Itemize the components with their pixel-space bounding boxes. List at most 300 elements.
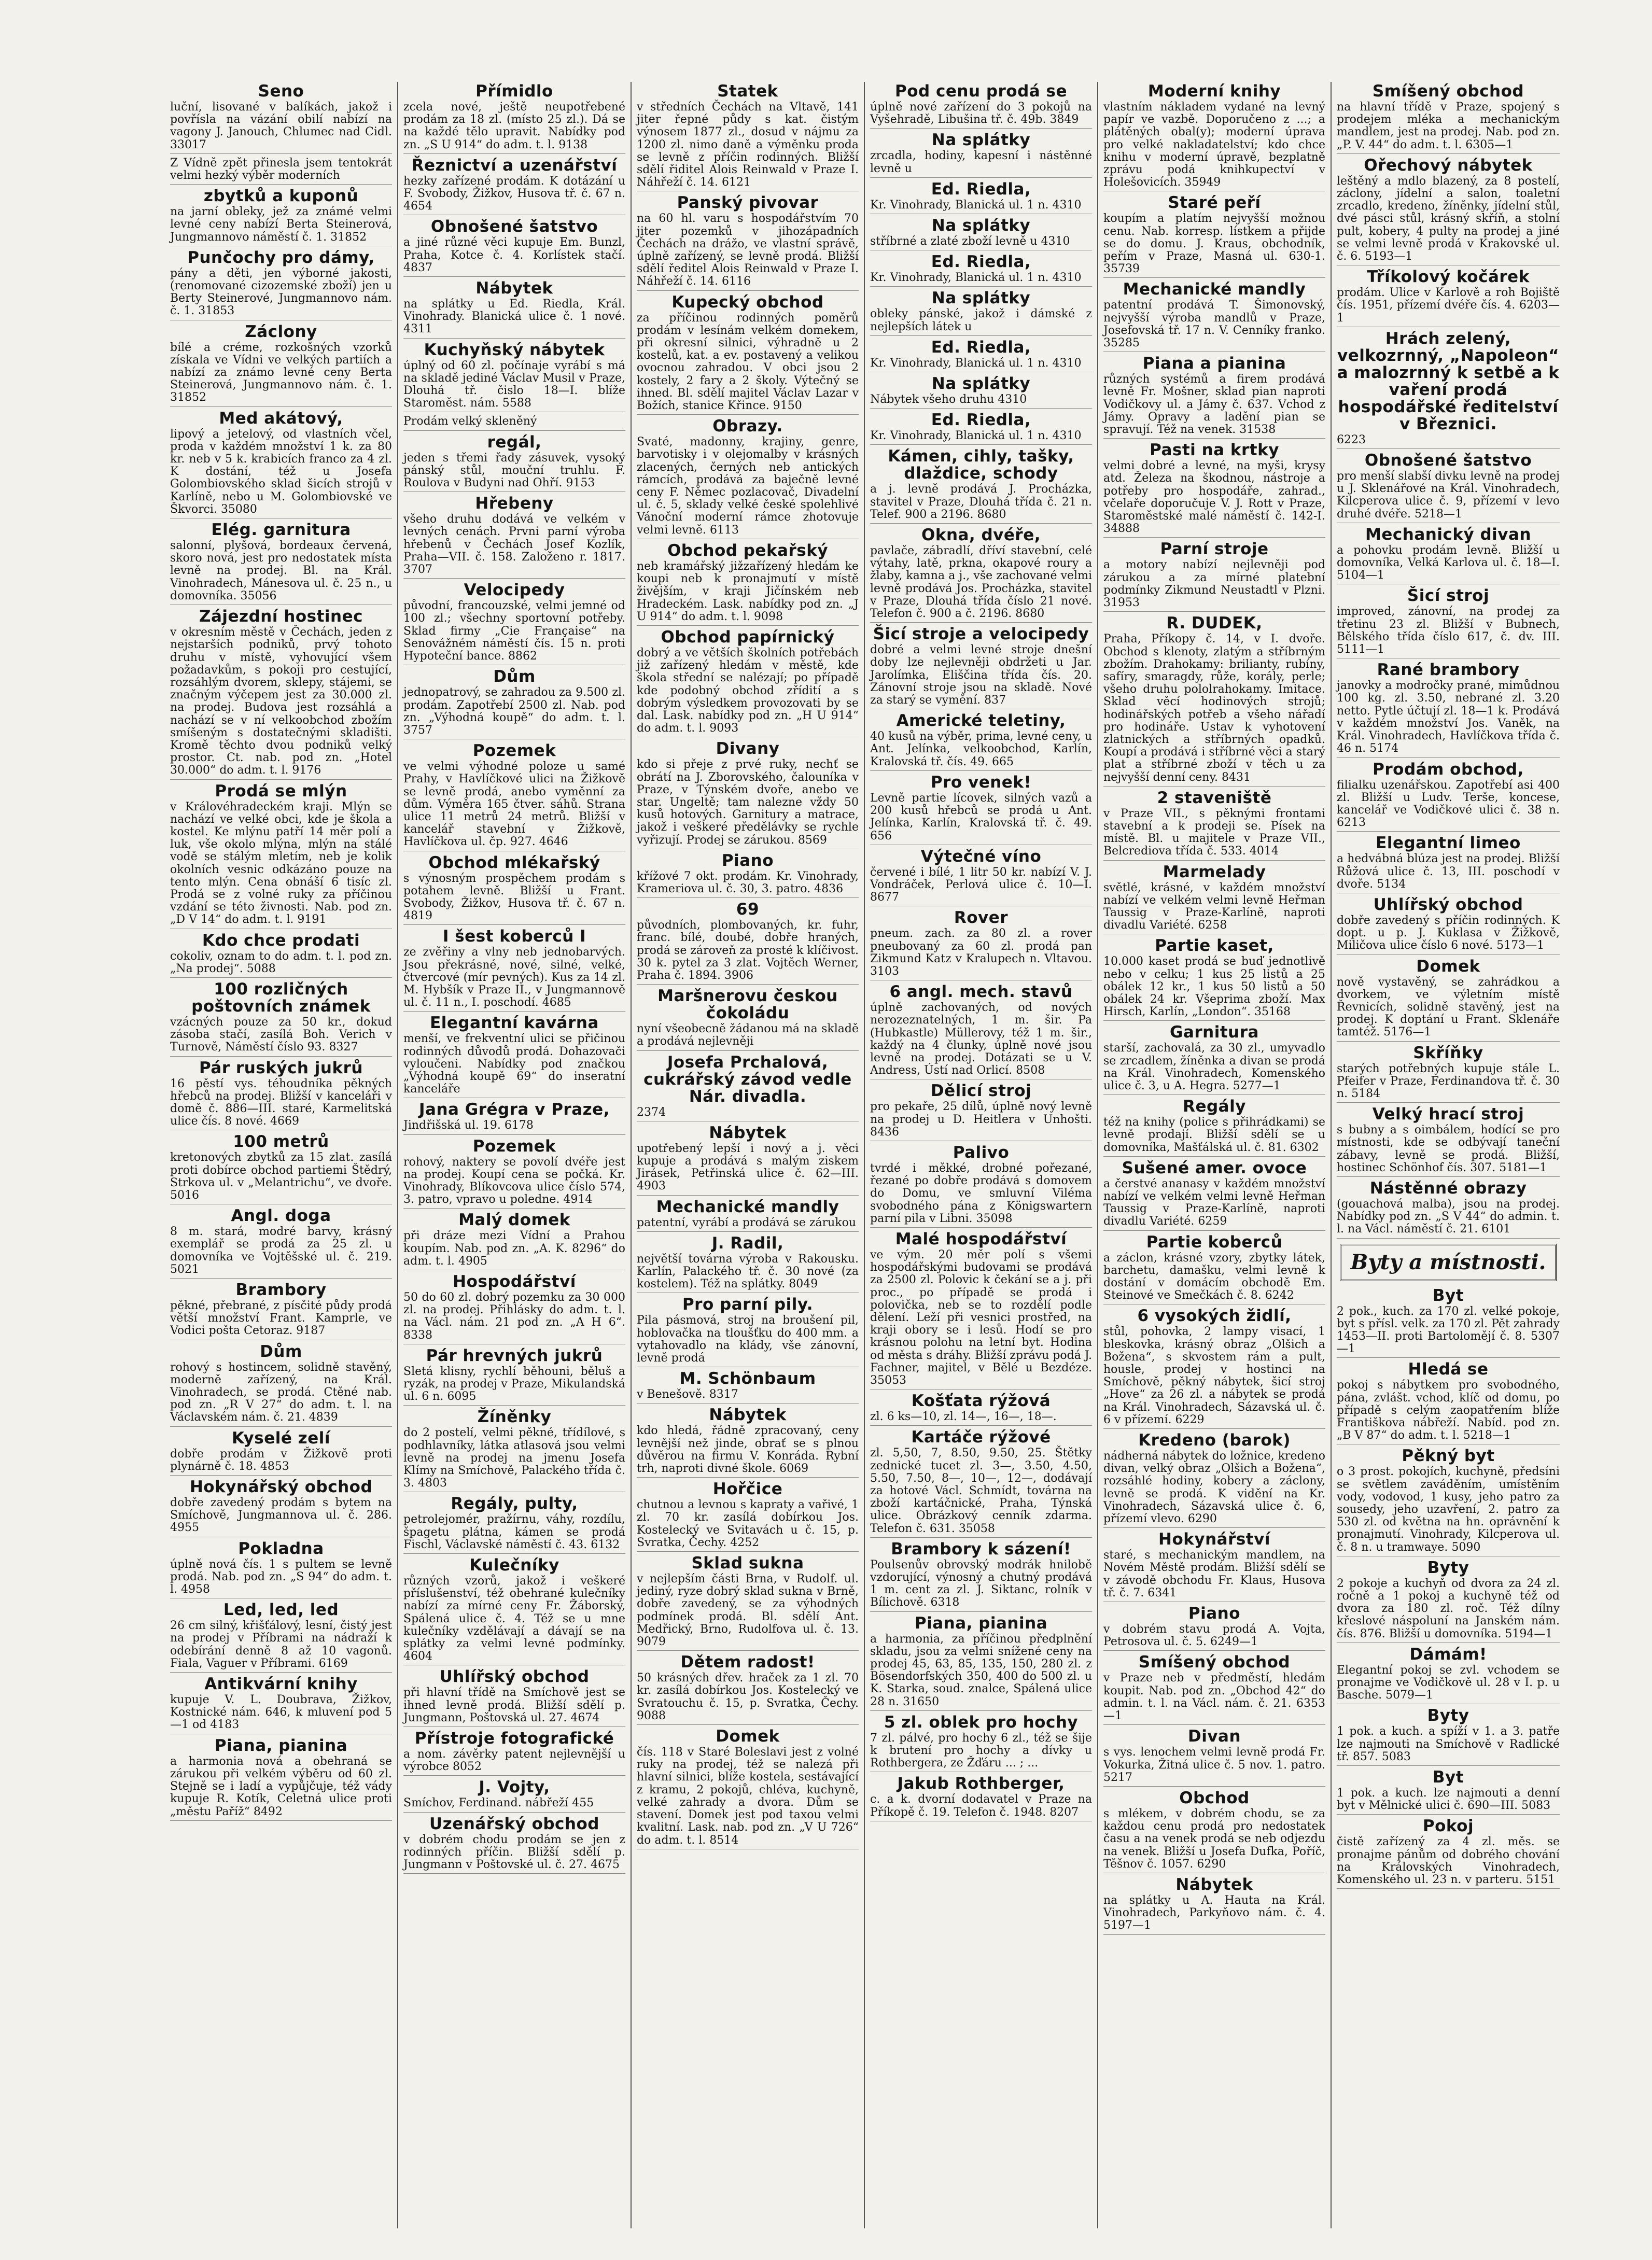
ad-body: Z Vídně zpět přinesla jsem tentokrát velmi hezký výběr moderních [170,156,392,183]
ad-heading: Hospodářství [453,1272,576,1291]
ad-body: hezky zařízené prodám. K dotázání u F. Svobody, Žižkov, Husova tř. č. 67 n. 4654 [403,174,625,213]
ad-heading: Na splátky [931,131,1031,150]
ad-heading: Pokoj [1422,1817,1474,1836]
ad-body: Kr. Vinohrady, Blanická ul. 1 n. 4310 [870,429,1082,443]
ad-body: na splátky u A. Hauta na Král. Vinohradech, Parkyňovo nám. č. 4. 5197—1 [1103,1893,1325,1932]
classified-ad [870,1714,1092,1773]
ad-heading: Partie kaset, [1155,936,1274,956]
ad-heading: Seno [258,82,304,101]
ad-heading: Elég. garnitura [211,521,351,540]
ad-heading: Uzenářský obchod [429,1814,599,1833]
classified-ad [637,1125,859,1196]
classified-ad [1103,790,1325,861]
classified-ad [1103,355,1325,439]
classified-ad [1337,269,1560,327]
ad-heading: Kredeno (barok) [1138,1431,1291,1450]
ad-body: ve velmi výhodné poloze u samé Prahy, v Havlíčkové ulici na Žižkově se levně prodá, anebo vyměnní za dům. Výměra 165 čtver. sáhů. Strana ulice 11 metrů 24 metrů. Bližší v kancelář stavební v Žižkově, Havlíčkova ul. čp. 927. 4646 [403,760,625,849]
ad-heading: Prodá se mlýn [215,781,347,801]
ad-body: dobře zavedený prodám s bytem na Smíchově, Jungmannova ul. č. 286. 4955 [170,1496,392,1535]
ad-body: patentní prodává T. Šimonovský, nejvyšší výroba mandlů v Praze, Josefovská tř. 17 n. V. Cenníky franko. 35285 [1103,299,1325,350]
classified-ad [1103,281,1325,352]
classified-ad [1337,587,1560,658]
classified-ad [170,410,392,518]
ad-heading: Dělicí stroj [930,1082,1032,1101]
ad-body: vzácných pouze za 50 kr., dokud zásoba stačí, zasílá Boh. Verich v Turnově, Náměstí číslo 93. 8327 [170,1015,392,1054]
classified-ad [403,1779,625,1812]
classified-ad [403,1668,625,1727]
ad-heading: Palivo [953,1143,1010,1162]
ad-body: petrolejomér, pražírnu, váhy, rozdílu, špagetu plátna, kámen se prodá Fischl, Václavské náměstí č. 43. 6132 [403,1513,625,1551]
ad-heading: Kulečníky [469,1556,559,1575]
ad-heading: Statek [717,82,778,101]
ad-body: kdo si přeje z prvé ruky, nechť se obrátí na J. Zborovského, čalouníka v Praze, v Týnském dvoře, anebo ve star. Ungeltě; tam nalezne vždy 50 kusů hotových. Garnitury a matrace, jakož i veškeré předělávky se rychle vyřizují. Prodej se zárukou. 8569 [637,758,859,847]
classified-ad [870,1615,1092,1711]
classified-ad [403,1495,625,1554]
classified-ad [403,582,625,665]
ad-body: a čerstvé ananasy v každém množství nabízí ve velkém velmi levně Heřman Taussig v Praze-Karlíně, naproti divadlu Variété. 6259 [1103,1177,1325,1228]
classified-ad [870,83,1092,129]
classified-ad [170,783,392,929]
classified-ad [637,194,859,290]
ad-body: původních, plombovaných, kr. fuhr, franc. bílé, doubé, dobře hraných, prodá se zároveň za prosté k klíčivost. 30 k. pytel za 3 zlat. Vojtěch Werner, Praha č. 1894. 3906 [637,919,859,982]
ad-heading: Hrách zelený, velkozrnný, „Napoleon“ a malozrnný k setbě a k vaření prodá hospodářské ředitelství v Březnici. [1337,329,1560,433]
ad-body: v dobrém chodu prodám se jen z rodinných příčin. Bližší sdělí p. Jungmann v Poštovské ul. č. 27. 4675 [403,1833,625,1872]
ad-body: prodám. Ulice v Karlově a roh Bojiště čís. 1951, přízemí dvéře čís. 4. 6203—1 [1337,286,1560,325]
classified-ad [870,1144,1092,1228]
ad-body: stůl, pohovka, 2 lampy visací, 1 bleskovka, krásný obraz „Olšich a Božena“, s skvostem rám a pult, housle, prodej v hostinci na Smíchově, pěkný nábytek, šicí stroj „Hove“ za 26 zl. a nábytek se prodá na Král. Vinohradech, Sázavská ul. č. 6 v přízemí. 6229 [1103,1325,1325,1426]
ad-body: cokoliv, oznam to do adm. t. l. pod zn. „Na prodej“. 5088 [170,949,392,975]
ad-heading: Elegantní kavárna [430,1014,599,1033]
ad-heading: Řeznictví a uzenářství [411,156,618,175]
ad-heading: Nábytek [709,1123,787,1142]
ad-body: nyní všeobecně žádanou má na skladě a prodává nejlevněji [637,1022,859,1048]
ad-body: filialku uzenářskou. Zapotřebí asi 400 zl. Bližší u Ludv. Terše, koncese, kancelář ve Vodičkové ulici č. 38 n. 6213 [1337,778,1560,830]
ad-body: 2 pok., kuch. za 170 zl. velké pokoje, byt s přísl. velk. za 170 zl. Pět zahrady 1453—II. proti Bartolomějí č. 8. 5307—1 [1337,1304,1560,1356]
classified-ad [637,740,859,849]
ad-body: ve vým. 20 měr polí s všemi hospodářskými budovami se prodává za 2500 zl. Polovic k čekání se a j. při proc., po případě se prodá i polovička, neb se to rozdělí podle dělení. Leží při vesnici prostřed, na kraji obory se i lesů. Hodí se pro krásnou polohu na letní byt. Hodina od města s dráhy. Bližší zprávu podá J. Fachner, majitel, v Bělé u Bezdéze. 35053 [870,1248,1092,1387]
ad-heading: R. DUDEK, [1166,614,1263,633]
ad-heading: Mechanické mandly [1123,280,1306,299]
classified-ad [403,1101,625,1134]
ad-body: při hlavní třídě na Smíchově jest se ihned levně prodá. Bližší sdělí p. Jungmann, Poštovská ul. 27. 4674 [403,1686,625,1724]
ad-body: s mlékem, v dobrém chodu, se za každou cenu prodá pro nedostatek času a na venek prodá se neb odjezdu na venek. Bližší u Josefa Dufka, Poříč, Těšnov č. 1057. 6290 [1103,1807,1325,1871]
ad-body: a pohovku prodám levně. Bližší u domovníka, Velká Karlova ul. č. 18—I. 5104—1 [1337,543,1560,582]
column-5 [1098,82,1332,2228]
classified-ad [170,1208,392,1279]
classified-ad [637,901,859,985]
ad-body: Sletá klisny, rychlí běhouni, běluš a ryzák, na prodej v Praze, Mikulandská ul. 6 n. 6095 [403,1365,625,1403]
ad-body: ze zvěřiny a vlny neb jednobarvých. Jsou překrásné, nové, silné, velké, čtvercové (mír pevných). Kus za 14 zl. M. Hybšík v Praze II., v Jungmannově ul. č. 11 n., I. poschodí. 4685 [403,946,625,1009]
classified-ad [637,629,859,737]
ad-heading: 2 staveniště [1157,788,1272,807]
ad-body: čís. 118 v Staré Boleslavi jest z volné ruky na prodej, též se nalezá při hlavní silnici, blíže kostela, sestávající z kramu, 2 pokojů, chléva, kuchyně, velké zahrady a dvora. Dům se stavení. Domek jest pod taxou velmi kvalitní. Lask. nab. pod zn. „V U 726“ do adm. t. l. 8514 [637,1746,859,1847]
classified-ad [1103,615,1325,786]
ad-heading: Piana a pianina [1142,354,1286,373]
ad-heading: Pod cenu prodá se [895,82,1067,101]
ad-body: dobře zavedený s příčin rodinných. K dopt. u p. J. Kuklasa v Žižkově, Miličova ulice číslo 6 nové. 5173—1 [1337,914,1560,952]
ad-heading: Smíšený obchod [1372,82,1524,101]
classified-ad [170,157,392,185]
ad-body: upotřebený lepší i nový a j. věci kupuje a prodává s malým ziskem Jirásek, Petřinská ulice č. 62—III. 4903 [637,1142,859,1193]
column-4 [865,82,1098,2228]
ad-body: pneum. zach. za 80 zl. a rover pneubovaný za 60 zl. prodá pan Zikmund Katz v Kralupech n. Vltavou. 3103 [870,927,1092,978]
classified-ad [403,415,625,430]
ad-heading: Byt [1432,1286,1464,1305]
classified-ad [637,83,859,191]
ad-heading: Na splátky [931,289,1031,308]
ad-heading: Pro parní pily. [682,1295,814,1314]
ad-heading: 69 [736,900,760,919]
ad-body: zrcadla, hodiny, kapesní i nástěnné levně u [870,149,1092,175]
ad-heading: Ed. Riedla, [931,179,1031,199]
ad-body: Pila pásmová, stroj na broušení pil, hoblovačka na tloušťku do 400 mm. a vytahovadlo na klády, vše zánovní, levně prodá [637,1314,859,1365]
ad-body: (gouachová malba), jsou na prodej. Nabídky pod zn. „S V 44“ do admin. t. l. na Václ. náměstí č. 21. 6101 [1337,1197,1560,1236]
ad-heading: Na splátky [931,216,1031,235]
classified-ad [1337,1769,1560,1815]
ad-heading: Piana, pianina [214,1736,348,1755]
ad-heading: Na splátky [931,374,1031,394]
classified-ad [170,522,392,605]
ad-body: Levně partie lícovek, silných vazů a 200 kusů hřebců se prodá u Ant. Jelínka, Karlín, Kralovská tř. č. 49. 656 [870,791,1092,843]
ad-heading: Okna, dvéře, [921,526,1041,545]
classified-ad [1337,1180,1560,1239]
ad-body: pány a děti, jen výborné jakosti, (renomované cizozemské zboží) jen u Berty Steinerové, Jungmannovo nám. č. 1. 31853 [170,266,392,318]
ad-heading: Mechanické mandly [656,1197,839,1216]
ad-heading: Parní stroje [1160,540,1269,559]
ad-body: v okresním městě v Čechách, jeden z nejstarších podniků, prvý tohoto druhu v místě, vyhovující všem požadavkům, s pokoji pro cestující, rozsáhlým dvorem, sklepy, stájemi, se značným výčepem jest za 30.000 zl. na prodej. Budova jest rozsáhlá a nachází se v ní velkoobchod zbožím smíšeným s dostatečnými skladišti. Kromě těchto dvou podniků velký prostor. Ct. nab. pod zn. „Hotel 30.000“ do adm. t. l. 9176 [170,626,392,777]
ad-heading: Pěkný byt [1402,1447,1495,1466]
classified-ad [1337,662,1560,757]
ad-body: a harmonia nová a obehraná se zárukou při velkém výběru od 60 zl. Stejně se i ladí a vypůjčuje, též vády kupuje R. Kotík, Celetná ulice proti „městu Paříž“ 8492 [170,1754,392,1818]
ad-body: nově vystavěný, se zahrádkou a dvorkem, ve výletním místě Řevnicích, solidně stavěný, jest na prodej. K doptání u Frant. Sklenáře tamtéž. 5176—1 [1337,975,1560,1039]
ad-body: s výnosným prospěchem prodám s potahem levně. Bližší u Frant. Svobody, Žižkov, Husova tř. č. 67 n. 4819 [403,872,625,923]
ad-heading: Brambory k sázení! [891,1539,1071,1559]
classified-ad [403,1273,625,1344]
ad-heading: Jakub Rothberger, [897,1774,1065,1793]
classified-ad [403,742,625,851]
ad-body: Kr. Vinohrady, Blanická ul. 1 n. 4310 [870,356,1082,370]
ad-heading: Piano [1188,1604,1241,1623]
ad-body: s vys. lenochem velmi levně prodá Fr. Vokurka, Žitná ulice č. 5 nov. 1. patro. 5217 [1103,1746,1325,1784]
column-3 [632,82,865,2228]
classified-ad [1103,1234,1325,1305]
ad-heading: Elegantní limeo [1376,834,1521,853]
classified-ad [1103,1160,1325,1231]
ad-heading: Smíšený obchod [1138,1653,1291,1672]
ad-heading: Záclony [245,322,317,341]
ad-body: 8 m. stará, modré barvy, krásný exemplář se prodá za 25 zl. u domovníka ve Vojtěšské ul. č. 219. 5021 [170,1225,392,1276]
classified-ad [1103,541,1325,612]
classified-ad [170,1676,392,1734]
ad-body: 50 krásných dřev. hraček za 1 zl. 70 kr. zasílá dobírkou Jos. Kostelecký ve Svratouchu č. 15, p. Svratka, Čechy. 9088 [637,1672,859,1722]
ad-heading: Jana Grégra v Praze, [419,1100,610,1119]
classified-ad [870,1541,1092,1612]
classified-ad [870,412,1092,445]
classified-ad [403,854,625,925]
ad-heading: Pozemek [472,741,556,761]
classified-ad [170,1133,392,1204]
ad-heading: Maršnerovu českou čokoládu [657,987,838,1023]
ad-heading: Hokynářství [1158,1530,1270,1549]
ad-body: na jarní obleky, jež za známé velmi levné ceny nabízí Berta Steinerová, Jungmannovo náměstí č. 1. 31852 [170,205,392,244]
ad-heading: Hokynářský obchod [189,1478,373,1497]
ad-body: 16 pěstí vys. téhoudníka pěkných hřebců na prodej. Bližší v kanceláři v domě č. 886—III. staré, Karmelitská ulice čís. 8 nové. 4669 [170,1077,392,1128]
ad-body: kupuje V. L. Doubrava, Žižkov, Kostnické nám. 646, k mluvení pod 5—1 od 4183 [170,1693,392,1732]
ad-heading: Antikvární knihy [204,1675,358,1694]
ad-heading: Přístroje fotografické [414,1729,614,1748]
classified-ad [637,1199,859,1232]
classified-ad [170,188,392,246]
ad-heading: Pasti na krtky [1150,441,1279,460]
ad-heading: Regály, pulty, [451,1494,578,1513]
classified-ad [403,1347,625,1406]
ad-heading: Byt [1432,1768,1464,1787]
ad-body: jednopatrový, se zahradou za 9.500 zl. prodám. Zapotřebí 2500 zl. Nab. pod zn. „Výhodná koupě“ do adm. t. l. 3757 [403,686,625,737]
ad-heading: Obrazy. [712,417,783,436]
ad-body: menší, ve frekventní ulici se přičinou rodinných důvodů prodá. Dohazovači vyloučeni. Nabídky pod značkou „Výhodná koupě 69“ do inseratní kanceláře [403,1032,625,1096]
classified-ad [1103,1876,1325,1935]
ad-body: pokoj s nábytkem pro svobodného, pána, zvlášt. vchod, klíč od domu, po případě s celým zaopatřením blíže Františkova nábřeží. Nabíd. pod zn. „B V 87“ do adm. t. l. 5218—1 [1337,1379,1560,1442]
classified-ad [1337,330,1560,449]
ad-body: a j. levně prodává J. Procházka, stavitel v Praze, Dlouhá třída č. 21 n. Telef. 900 a 2196. 8680 [870,483,1092,521]
ad-body: úplně nová čís. 1 s pultem se levně prodá. Nab. pod zn. „S 94“ do adm. t. l. 4958 [170,1557,392,1596]
classified-ad [870,984,1092,1079]
classified-ad [870,448,1092,524]
ad-body: v nejlepším části Brna, v Rudolf. ul. jediný, ryze dobrý sklad sukna v Brně, dobře zavedený, se za výhodných podmínek prodá. Bl. sdělí Ant. Medřický, Brno, Rudolfova ul. č. 13. 9079 [637,1573,859,1649]
classified-ad [870,1775,1092,1821]
ad-heading: Brambory [235,1281,327,1300]
ad-heading: Panský pivovar [677,193,819,213]
ad-heading: Tříkolový kočárek [1367,268,1530,287]
ad-heading: Pár hrevných jukrů [426,1346,603,1365]
ad-heading: Sušené amer. ovoce [1122,1158,1307,1177]
classified-ad [870,1429,1092,1537]
ad-heading: Šicí stroje a velocipedy [873,625,1089,644]
ad-body: a harmonia, za příčinou předplnění skladu, jsou za velmi snížené ceny na prodej 45, 63, 85, 135, 150, 280 zl. z Bösendorfských 350, 400 do 500 zl. u K. Starka, soud. znalce, Spálená ulice 28 n. 31650 [870,1632,1092,1708]
ad-body: patentní, vyrábí a prodává se zárukou [637,1216,856,1229]
classified-ad [1103,864,1325,935]
ad-body: 7 zl. pálvé, pro hochy 6 zl., též se šije k brutení pro hochy a dívky u Rothbergera, ze Žďáru ... ; ... [870,1731,1092,1770]
ad-body: největší továrna výroba v Rakousku. Karlín, Palackého tř. č. 30 nové (za kostelem). Též na splátky. 8049 [637,1252,859,1291]
ad-body: 1 pok. a kuch. a spíží v 1. a 3. patře lze najmouti na Smíchově v Radlické tř. 857. 5083 [1337,1725,1560,1763]
ad-heading: Nábytek [709,1406,787,1425]
ad-heading: Prodám obchod, [1373,760,1524,779]
ad-heading: 5 zl. oblek pro hochy [884,1712,1079,1732]
ad-body: improved, zánovní, na prodej za třetinu 23 zl. Bližší v Bubnech, Bělského třída číslo 617, č. dv. III. 5111—1 [1337,605,1560,656]
ad-body: 2374 [637,1105,666,1119]
ad-heading: Šicí stroj [1407,586,1490,606]
ad-heading: Pozemek [472,1136,556,1156]
ad-body: lipový a jetelový, od vlastních včel, proda v každém množství 1 k. za 80 kr. neb v 5 k. krabicích franco za 4 zl. K dostání, též u Josefa Golombiovského sklad šicích strojů v Karlíně, nebo u M. Golombiovské ve Škvorci. 35080 [170,427,392,516]
ad-body: leštěný a mdlo blazený, za 8 postelí, záclony, jídelní a salon, toaletní zrcadlo, kredeno, žíněnky, jídelní stůl, dvé pásci stůl, krásný skříň, a stolní pult, kobery, 4 pulty na prodej a jiné se velmi levně prodá v Krakovské ul. č. 6. 5193—1 [1337,174,1560,263]
classified-ad [1103,1605,1325,1651]
ad-heading: Nábytek [475,279,553,298]
ad-body: křížové 7 okt. prodám. Kr. Vinohrady, Krameriova ul. č. 30, 3. patro. 4836 [637,869,859,895]
ad-heading: Velký hrací stroj [1372,1105,1524,1124]
ad-heading: Med akátový, [219,409,343,428]
ad-body: Elegantní pokoj se zvl. vchodem se pronajme ve Vodičkově ul. 28 v I. p. u Basche. 5079—1 [1337,1663,1560,1702]
ad-heading: Staré peří [1168,193,1261,213]
ad-heading: Malé hospodářství [895,1229,1067,1248]
classified-ad [403,218,625,277]
classified-ad [637,1481,859,1552]
ad-body: dobře prodám v Žižkově proti plynárně č. 18. 4853 [170,1447,392,1473]
ad-heading: Ed. Riedla, [931,411,1031,430]
ad-body: salonní, plyšová, bordeaux červená, skoro nová, jest pro nedostatek místa levně na prodej. Bl. na Král. Vinohradech, Mánesova ul. č. 25 n., u domovníka. 35056 [170,539,392,602]
ad-body: Prodám velký skleněný [403,415,537,428]
ad-heading: Přímidlo [475,82,553,101]
ad-body: pro menší slabší divku levně na prodej u J. Sklenářové na Král. Vinohradech, Kilcperova ulice č. 9, přízemí v levo druhé dvéře. 5218—1 [1337,470,1560,521]
classified-ad [1337,1818,1560,1889]
ad-body: zcela nové, ještě neupotřebené prodám za 18 zl. (místo 25 zl.). Dá se na každé tělo upravit. Nabídky pod zn. „S U 914“ do adm. t. l. 9138 [403,101,625,151]
ad-body: původní, francouzské, velmi jemné od 100 zl.; všechny sportovní potřeby. Sklad firmy „Cie Française“ na Senovážném náměstí čís. 15 n. proti Hypoteční bance. 8862 [403,599,625,663]
ad-body: všeho druhu dodává ve velkém v levných cenách. Prvni parní výroba hřebenů v Čechách Josef Kozlík, Praha—VII. č. 158. Založeno r. 1817. 3707 [403,513,625,577]
classified-ad [403,1138,625,1209]
classified-ad [170,1737,392,1821]
classified-ad [637,1555,859,1651]
ad-heading: Ořechový nábytek [1364,156,1533,175]
classified-ad [1103,442,1325,538]
ad-heading: Kámen, cihly, tašky, dlaždice, schody [888,447,1074,483]
ad-heading: Skříňky [1413,1043,1483,1062]
ad-body: 2 pokoje a kuchyň od dvora za 24 zl. ročně a 1 pokoj a kuchyně též od dvora za 180 zl. roč. Též dílny křeslové náspoluní na Janském nám. čís. 876. Bližší u domovníka. 5194—1 [1337,1577,1560,1640]
ad-body: do 2 postelí, velmi pěkné, třídílové, s podhlavníky, látka atlasová jsou velmi levně na prodej na jmenu Josefa Klímy na Smíchově, Palackého třída č. 3. 4803 [403,1426,625,1490]
ad-body: různých vzorů, jakož i veškeré příslušenství, též obehrané kulečníky nabízí za mírné ceny Fr. Žáborský, Spálená ulice č. 4. Též se u mne kulečníky vzdělávají a dávají se na splátky za velmi levné podmínky. 4604 [403,1575,625,1663]
ad-heading: Piana, pianina [914,1613,1048,1633]
classified-ad [1103,937,1325,1021]
classified-ad [170,981,392,1057]
ad-body: světlé, krásné, v každém množství nabízí ve velkém velmi levně Heřman Taussig v Praze-Karlíně, naproti divadlu Variété. 6258 [1103,881,1325,932]
ad-body: Poulsenův obrovský modrák hnilobě vzdorující, výnosný a chutný prodává 1 m. cent za zl. J. Siktanc, rolník v Bílichově. 6318 [870,1558,1092,1609]
classified-ad [1337,1448,1560,1556]
ad-heading: Dětem radost! [680,1653,815,1672]
ad-body: též na knihy (police s přihrádkami) se levně prodají. Bližší sdělí se u domovníka, Mašťálská ul. č. 81. 6302 [1103,1116,1325,1154]
classified-ad [870,217,1092,250]
ad-heading: Uhlířský obchod [439,1667,590,1687]
classified-ad [637,852,859,898]
classified-ad [870,339,1092,372]
ad-body: Praha, Příkopy č. 14, v I. dvoře. Obchod s klenoty, zlatým a stříbrným zbožím. Drahokamy: brilianty, rubíny, safíry, smaragdy, růže, korály, perle; všeho druhu pololrahokamy. Imitace. Sklad věcí hodinových strojů; hodinářských potřeb a všeho nářadí pro hodináře. Ustav k vyhotovení zlatnických a stříbrných opadků. Koupí a prodává i stříbrné věci a starý plat a stříbrné zboží v těch u za nejvyšší denní ceny. 8431 [1103,633,1325,784]
ad-body: Kr. Vinohrady, Blanická ul. 1 n. 4310 [870,271,1082,285]
ad-heading: Hořčice [712,1480,783,1499]
ad-body: staré, s mechanickým mandlem, na Novém Městě prodám. Bližší sdělí se v závodě obchodu Fr. Klaus, Husova tř. č. 7. 6341 [1103,1549,1325,1599]
classified-ad [170,1430,392,1476]
ad-heading: regál, [487,432,542,452]
classified-ad [1103,1098,1325,1157]
ad-heading: Uhlířský obchod [1373,895,1523,914]
ad-body: čistě zařízený za 4 zl. měs. se pronajme pánům od dobrého chování na Královských Vinohradech, Komenského ul. 23 n. v parteru. 5151 [1337,1835,1560,1887]
ad-heading: Obchod [1179,1788,1250,1807]
ad-body: za příčinou rodinných poměrů prodám v lesínám velkém domekem, při okresní silnici, výhradně u 2 kostelů, kat. a ev. postavený a velikou ovocnou zahradou. V obci jsou 2 kostely, 2 fary a 2 školy. Výtečný se ihned. Bl. sdělí majitel Václav Lazar v Božích, stanice Křince. 9150 [637,311,859,413]
ad-heading: Mechanický divan [1365,525,1531,544]
ad-body: 6223 [1337,433,1366,446]
ad-heading: Piano [721,851,774,870]
classified-ad [637,1370,859,1403]
ad-heading: Dámám! [1409,1645,1487,1664]
classified-ad [170,249,392,320]
ad-body: pro pekaře, 25 dílů, úplně nový levně na prodej u D. Heitlera v Unhošti. 8436 [870,1100,1092,1139]
ad-body: rohový, naktery se povolí dvéře jest na prodej. Koupí cena se počká. Kr. Vinohrady, Blíkovcova ulice číslo 574, 3. patro, vpravo u poledne. 4914 [403,1155,625,1206]
ad-body: starší, zachovalá, za 30 zl., umyvadlo se zrcadlem, žíněnka a divan se prodá na Král. Vinohradech, Komenského ulice č. 3, u A. Hegra. 5277—1 [1103,1042,1325,1092]
ad-body: starých potřebných kupuje stále L. Pfeifer v Praze, Ferdinandova tř. č. 30 n. 5184 [1337,1062,1560,1100]
classified-ad [870,626,1092,709]
classified-ad [637,1728,859,1849]
classified-ad [403,1730,625,1776]
ad-body: Jindřišská ul. 19. 6178 [403,1119,534,1132]
ad-heading: Košťata rýžová [911,1392,1051,1411]
classified-ad [1337,958,1560,1042]
classified-ad [403,1212,625,1270]
ad-columns [165,82,1565,2228]
classified-ad [1337,896,1560,955]
ad-heading: Hledá se [1408,1360,1489,1379]
ad-body: různých systémů a firem prodává levně Fr. Mošner, sklad pian naproti Vodičkovy ul. a Jámy č. 637. Vchod z Jámy. Opravy a ladění pian se spravují. Též na venek. 31538 [1103,373,1325,437]
ad-body: velmi dobré a levné, na myši, krysy atd. Železa na škodnou, nástroje a potřeby pro hospodáře, zahrad., včelaře doporučuje V. J. Rott v Praze, Staroměstské malé náměstí č. 142-I. 34888 [1103,459,1325,536]
classified-ad [1337,83,1560,154]
classified-ad [1103,83,1325,191]
ad-heading: 100 rozličných poštovních známek [191,979,371,1016]
classified-ad [170,1060,392,1131]
ad-heading: M. Schönbaum [679,1369,816,1388]
ad-heading: Dům [493,667,536,686]
classified-ad [403,280,625,339]
classified-ad [637,294,859,415]
ad-heading: Obnošené šatstvo [1364,451,1532,470]
ad-heading: Angl. doga [231,1206,331,1226]
classified-ad [1337,1045,1560,1103]
classified-ad [870,712,1092,771]
ad-heading: Divan [1187,1727,1241,1746]
ad-body: a hedvábná blúza jest na prodej. Bližší Růžová ulice č. 13, III. poschodí v dvoře. 5134 [1337,852,1560,891]
classified-ad [170,1282,392,1340]
ad-body: zl. 5,50, 7, 8.50, 9.50, 25. Štětky zednické tucet zl. 3—, 3.50, 4.50, 5.50, 7.50, 8—, 10—, 12—, dodávají za hotové Václ. Schmídt, továrna na zboží kartáčnické, Praha, Týnská ulice. Obrázkový cenník zdarma. Telefon č. 631. 35058 [870,1447,1092,1535]
classified-ad [870,774,1092,845]
ad-body: 1 pok. a kuch. lze najmouti a denní byt v Mělnické ulici č. 690—III. 5083 [1337,1787,1560,1813]
classified-ad [170,932,392,978]
column-6 [1332,82,1565,2228]
classified-ad [637,1054,859,1121]
classified-ad [170,1343,392,1427]
ad-body: dobré a velmi levné stroje dnešní doby lze nejlevněji obdržeti u Jar. Jarolímka, Eliščina třída čís. 20. Zánovní stroje jsou na skladě. Nové za starý se vymění. 837 [870,643,1092,707]
ad-body: a motory nabízí nejlevněji pod zárukou a za mírné platební podmínky Zikmund Neustadtl v Plzni. 31953 [1103,558,1325,610]
ad-heading: Kyselé zelí [232,1428,330,1448]
ad-body: úplně zachovaných, od nových nerozeznatelných, 1 m. šir. Pa (Hubkastle) Müllerovy, též 1 m. šir., každý na 4 člunky, úplně nové jsou levně na prodej. Dotázati se u V. Andress, Ústí nad Orlicí. 8508 [870,1001,1092,1077]
ad-body: zl. 6 ks—10, zl. 14—, 16—, 18—. [870,1410,1057,1424]
ad-body: v dobrém stavu prodá A. Vojta, Petrosova ul. č. 5. 6249—1 [1103,1623,1325,1649]
classified-ad [637,1654,859,1725]
ad-heading: Punčochy pro dámy, [187,248,375,267]
ad-body: s bubny a s oimbálem, hodící se pro místnosti, kde se odbývají taneční zábavy, levně se prodá. Bližší, hostinec Schönhof čís. 307. 5181—1 [1337,1124,1560,1174]
classified-ad [870,181,1092,214]
classified-ad [637,1296,859,1367]
ad-heading: Obchod mlékařský [428,853,600,872]
ad-heading: Žíněnky [477,1408,552,1427]
ad-heading: Zájezdní hostinec [199,607,363,626]
ad-heading: zbytků a kuponů [203,187,359,206]
ad-body: 26 cm silný, křišťálový, lesní, čistý jest na prodej v Příbrami na nádraží k odebírání denně 8 až 10 vagonů. Fiala, Vaguer v Příbrami. 6169 [170,1619,392,1670]
ad-body: a jiné různé věci kupuje Em. Bunzl, Praha, Kotce č. 4. Korlístek stačí. 4837 [403,236,625,274]
ad-heading: Kartáče rýžové [911,1428,1051,1447]
ad-body: janovky a modročky prané, mimůdnou 100 kg. zl. 3.50, nebrané zl. 3.20 netto. Pytle účtují zl. 18—1 k. Prodává v každém množství Jos. Vaněk, na Král. Vinohradech, Havlíčkova třída č. 46 n. 5174 [1337,679,1560,755]
ad-body: a záclon, krásné vzory, zbytky látek, barchetu, damašku, velmi levně k dostání v domácím obchodě Em. Steinové ve Smečkách č. 8. 6242 [1103,1251,1325,1302]
classified-ad [1337,452,1560,523]
classified-ad [870,527,1092,623]
classified-ad [870,290,1092,335]
ad-heading: Americké teletiny, [896,711,1066,731]
ad-body: tvrdé i měkké, drobné pořezané, řezané po dobře prodává s domovem do Domu, ve smluvní Viléma svobodného pána z Königswartern parní pila v Libni. 35098 [870,1161,1092,1225]
ad-body: rohový s hostincem, solidně stavěný, moderně zařízený, na Král. Vinohradech, se prodá. Ctěné nab. pod zn. „R V 27“ do adm. t. l. na Václavském nám. č. 21. 4839 [170,1360,392,1424]
ad-body: kdo hledá, řádně zpracovaný, ceny levnější než jinde, obrať se s plnou důvěrou na firmu V. Konráda. Rybní trh, naproti divné škole. 6069 [637,1424,859,1476]
